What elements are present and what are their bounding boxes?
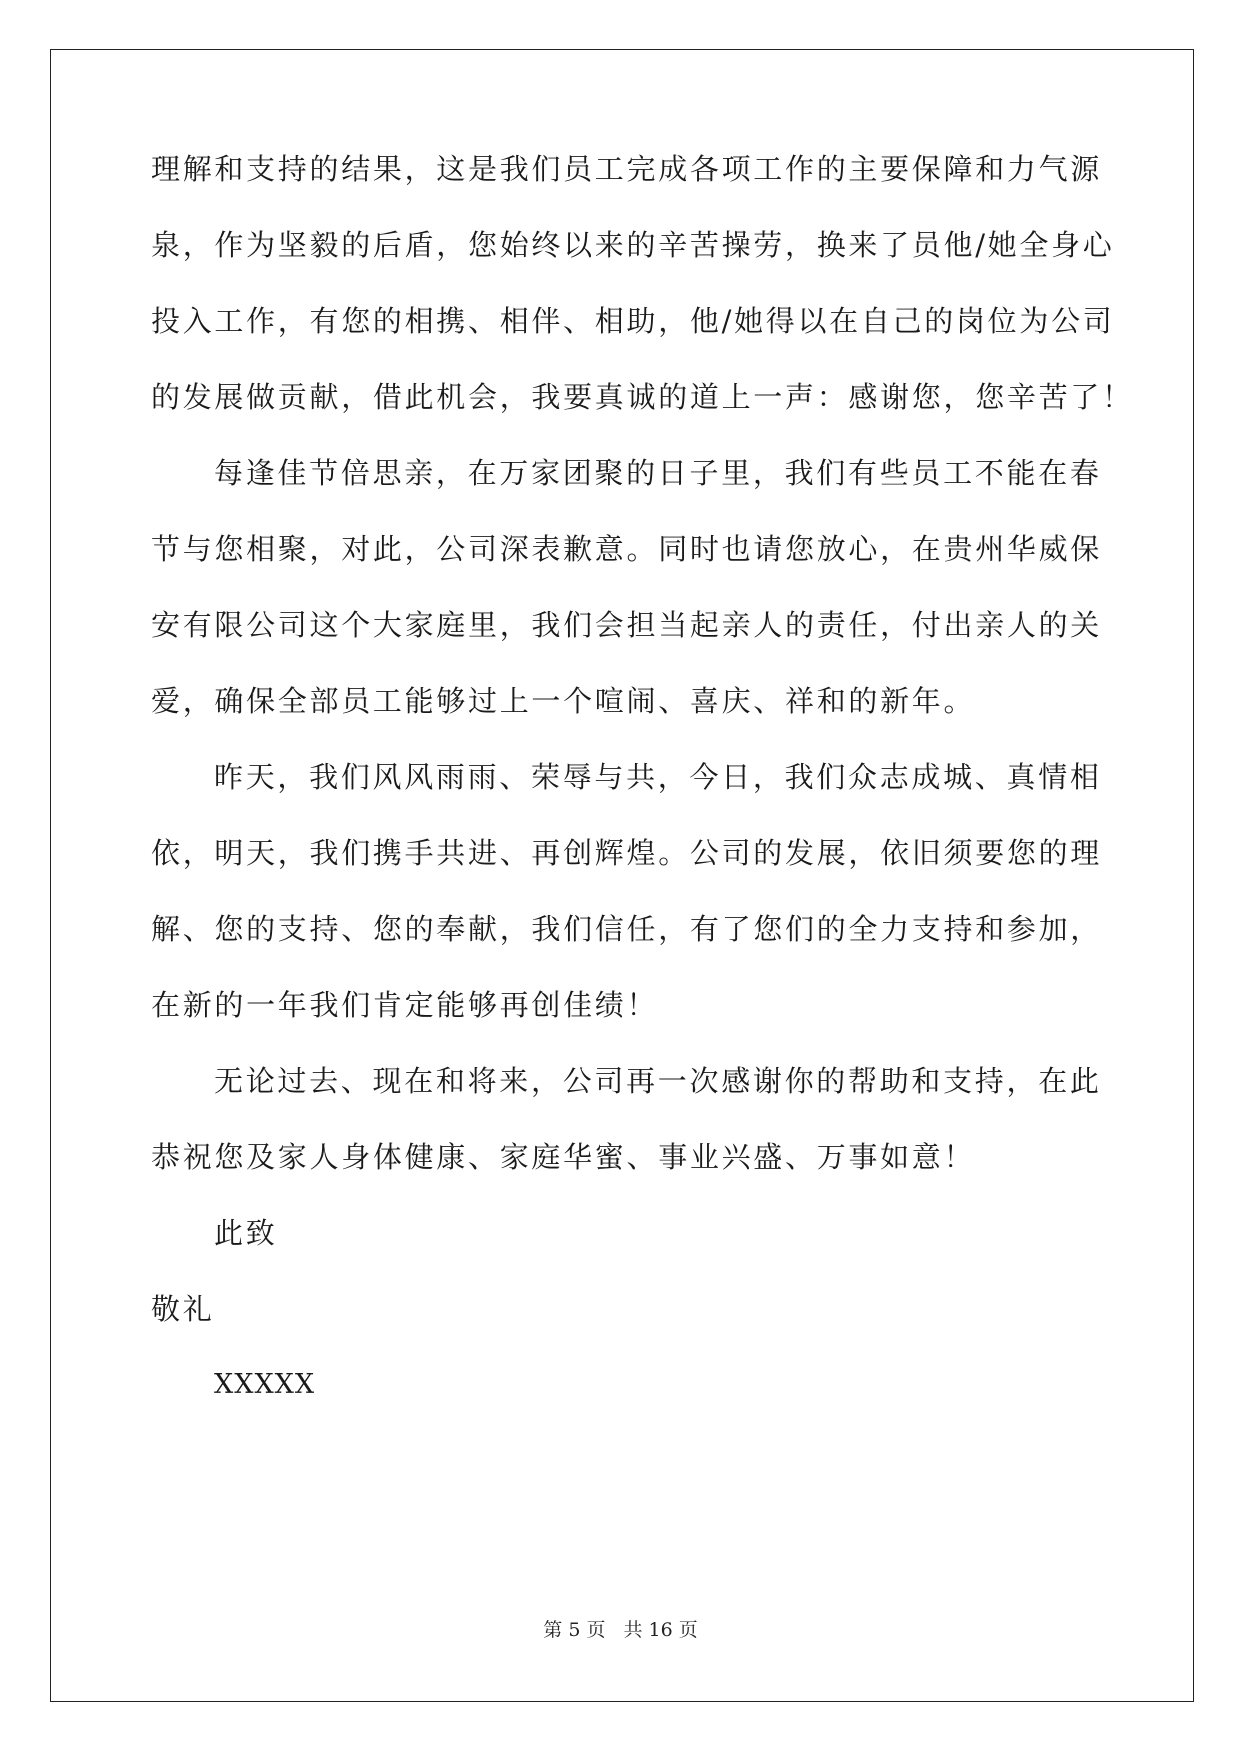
body-line: 节与您相聚，对此，公司深表歉意。同时也请您放心，在贵州华威保 xyxy=(151,532,1103,566)
page-total: 共 16 页 xyxy=(623,1619,698,1641)
page-footer xyxy=(0,1619,1241,1641)
body-line: 泉，作为坚毅的后盾，您始终以来的辛苦操劳，换来了员他/她全身心 xyxy=(151,228,1115,262)
body-line: 投入工作，有您的相携、相伴、相助，他/她得以在自己的岗位为公司 xyxy=(151,304,1115,338)
body-line: 安有限公司这个大家庭里，我们会担当起亲人的责任，付出亲人的关 xyxy=(151,608,1103,642)
page-number: 第 5 页 xyxy=(543,1619,606,1641)
page-border xyxy=(50,49,1194,1702)
paragraph-start-line: 无论过去、现在和将来，公司再一次感谢你的帮助和支持，在此 xyxy=(214,1064,1102,1098)
body-line: 恭祝您及家人身体健康、家庭华蜜、事业兴盛、万事如意！ xyxy=(151,1140,976,1174)
body-line: 理解和支持的结果，这是我们员工完成各项工作的主要保障和力气源 xyxy=(151,152,1103,186)
paragraph-start-line: 昨天，我们风风雨雨、荣辱与共，今日，我们众志成城、真情相 xyxy=(214,760,1102,794)
body-line: 在新的一年我们肯定能够再创佳绩！ xyxy=(151,988,659,1022)
closing-phrase: 此致 xyxy=(214,1216,278,1250)
body-line: 解、您的支持、您的奉献，我们信任，有了您们的全力支持和参加， xyxy=(151,912,1103,946)
paragraph-start-line: 每逢佳节倍思亲，在万家团聚的日子里，我们有些员工不能在春 xyxy=(214,456,1102,490)
body-line: 的发展做贡献，借此机会，我要真诚的道上一声：感谢您，您辛苦了！ xyxy=(151,380,1134,414)
signature: XXXXX xyxy=(214,1369,316,1400)
salutation: 敬礼 xyxy=(151,1292,215,1326)
body-line: 依，明天，我们携手共进、再创辉煌。公司的发展，依旧须要您的理 xyxy=(151,836,1103,870)
body-line: 爱，确保全部员工能够过上一个喧闹、喜庆、祥和的新年。 xyxy=(151,684,976,718)
